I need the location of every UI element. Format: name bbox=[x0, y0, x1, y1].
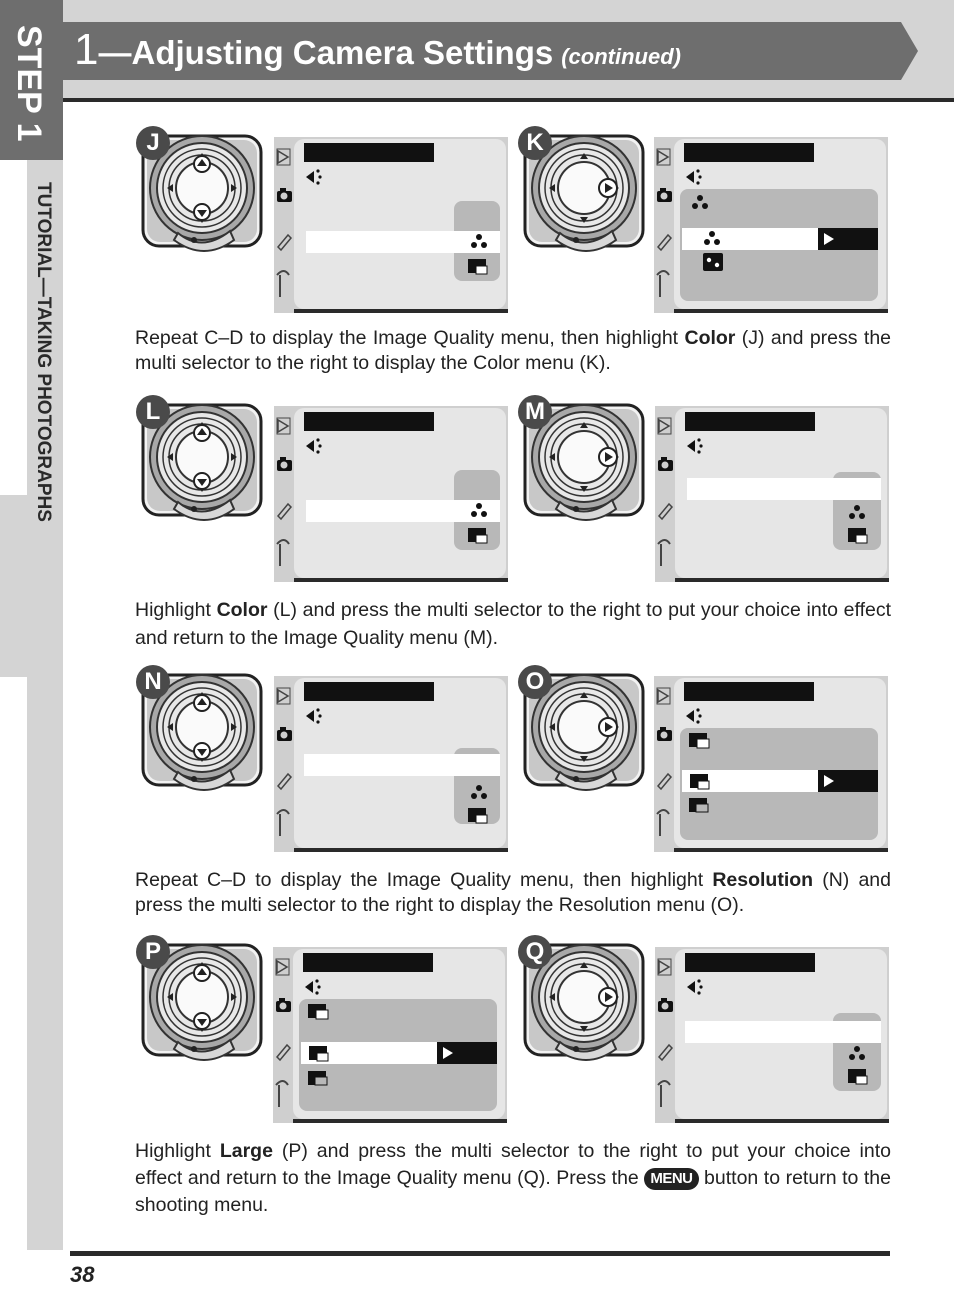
svg-text:TUTORIAL—TAKING PHOTOGRAPHS: TUTORIAL—TAKING PHOTOGRAPHS bbox=[33, 182, 54, 522]
figure-label-n: N bbox=[136, 665, 170, 699]
step-label bbox=[4, 20, 60, 150]
figure-label-j: J bbox=[136, 126, 170, 160]
image-quality-menu-screen-l bbox=[274, 406, 508, 582]
text: button to return to the shooting menu. bbox=[135, 1167, 891, 1216]
section-label bbox=[28, 180, 62, 620]
title-continued: (continued) bbox=[561, 44, 681, 69]
resolution-menu-screen-p bbox=[273, 947, 507, 1123]
figure-label-m: M bbox=[518, 395, 552, 429]
text: Highlight bbox=[135, 599, 217, 621]
page-title bbox=[74, 24, 681, 76]
image-quality-menu-screen-q bbox=[655, 947, 889, 1123]
image-quality-menu-screen-j bbox=[274, 137, 508, 313]
title-main: —Adjusting Camera Settings bbox=[98, 34, 554, 71]
color-menu-screen-k bbox=[654, 137, 888, 313]
figure-label-l: L bbox=[136, 395, 170, 429]
resolution-menu-screen-o bbox=[654, 676, 888, 852]
text: Repeat C–D to display the Image Quality menu, then highlight bbox=[135, 869, 713, 891]
image-quality-menu-screen-n bbox=[274, 676, 508, 852]
figure-label-k: K bbox=[518, 126, 552, 160]
menu-button-icon: MENU bbox=[644, 1168, 698, 1190]
text: Repeat C–D to display the Image Quality menu, then highlight bbox=[135, 327, 685, 349]
paragraph-1 bbox=[135, 326, 891, 376]
bold-term: Large bbox=[219, 1140, 273, 1162]
sidebar-rail-accent bbox=[0, 495, 27, 677]
paragraph-4 bbox=[135, 1138, 891, 1219]
paragraph-2 bbox=[135, 596, 891, 652]
text: (J) and press the multi selector to the right to display the Color menu (K). bbox=[135, 327, 892, 374]
text: (P) and press the multi selector to the right to put your choice into effect and return to the Image Quality menu (Q). Press the bbox=[135, 1140, 891, 1189]
paragraph-3 bbox=[135, 868, 891, 918]
figure-label-p: P bbox=[136, 935, 170, 969]
header-rule bbox=[63, 98, 954, 102]
text: (N) and press the multi selector to the right to display the Resolution menu (O). bbox=[135, 869, 891, 916]
bold-term: Color bbox=[216, 599, 268, 621]
svg-text:STEP 1: STEP 1 bbox=[10, 25, 48, 142]
figure-label-o: O bbox=[518, 665, 552, 699]
bold-term: Color bbox=[684, 327, 736, 349]
page-number: 38 bbox=[70, 1262, 95, 1287]
image-quality-menu-screen-m bbox=[655, 406, 889, 582]
text: Highlight bbox=[135, 1140, 220, 1162]
text: (L) and press the multi selector to the right to put your choice into effect and return to the Image Quality menu (M). bbox=[135, 599, 891, 649]
step-number: 1 bbox=[74, 25, 99, 74]
footer-rule bbox=[70, 1251, 890, 1256]
bold-term: Resolution bbox=[712, 869, 814, 891]
figure-label-q: Q bbox=[518, 935, 552, 969]
